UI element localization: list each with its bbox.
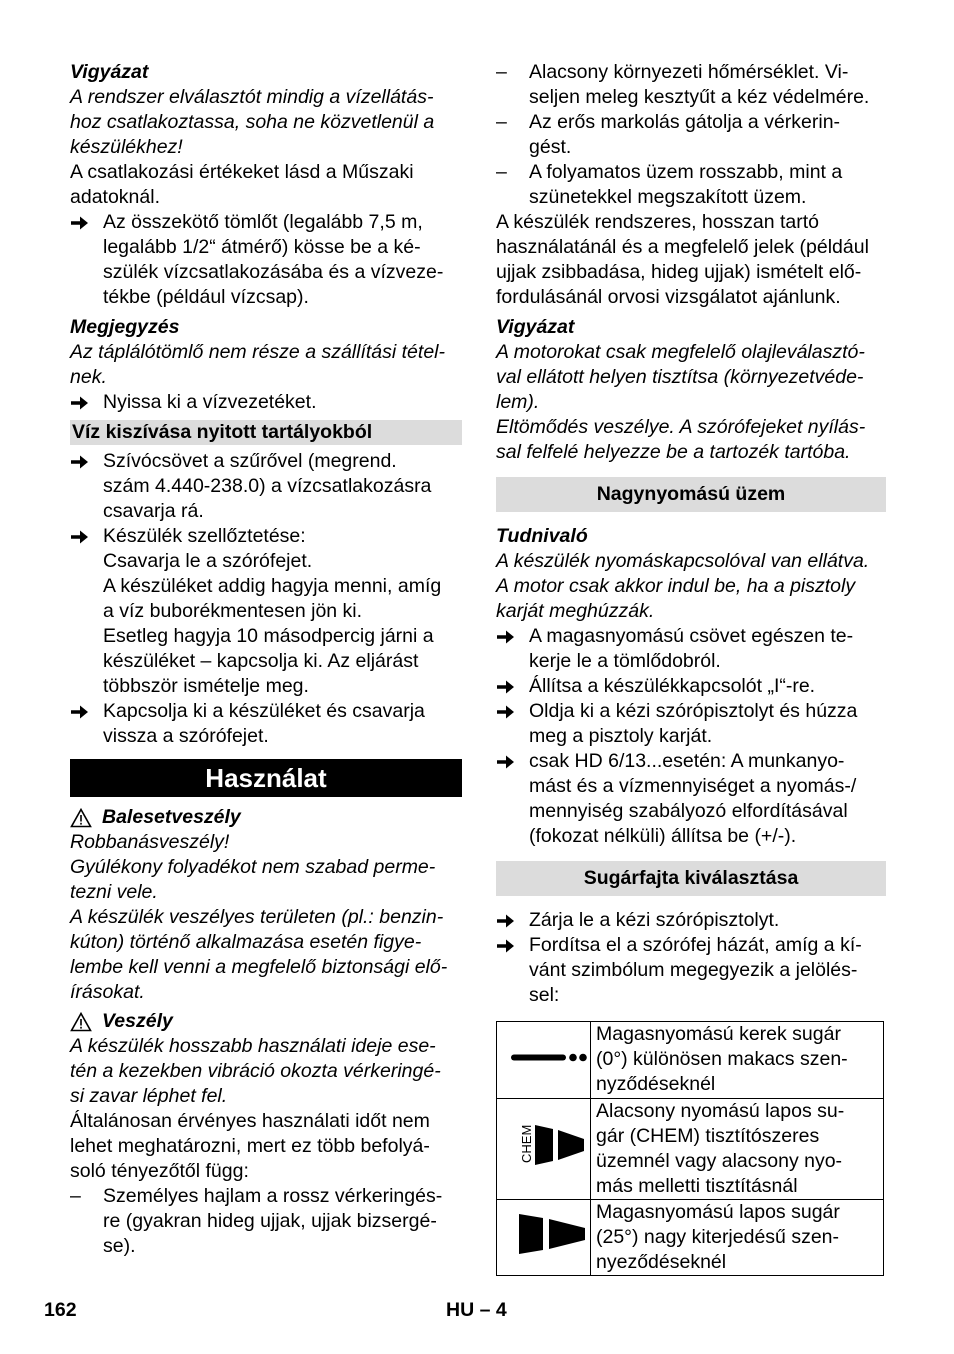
step-release-gun: Oldja ki a kézi szórópisztolyt és húzza meg a pisztoly karját. [496, 699, 886, 749]
arrow-icon [70, 390, 103, 415]
arrow-icon [496, 624, 529, 674]
veszely-text: A készülék hosszabb használati ideje ese- tén a kezekben vibráció okozta vérkeringé- si zavar léphet fel. [70, 1035, 441, 1107]
arrow-icon [496, 933, 529, 1008]
factor-temperature: – Alacsony környezeti hőmérséklet. Vi- seljen meleg kesztyűt a kéz védelmére. [496, 61, 870, 108]
vigyazat2-heading: Vigyázat [496, 316, 575, 338]
vigyazat-heading: Vigyázat [70, 61, 149, 83]
flat-jet-icon [497, 1200, 591, 1276]
arrow-icon [496, 699, 529, 749]
megjegyzes-heading: Megjegyzés [70, 316, 180, 338]
section-nagynyomasu: Nagynyomású üzem [496, 477, 886, 512]
section-sugarfajta: Sugárfajta kiválasztása [496, 861, 886, 896]
connection-text: A csatlakozási értékeket lásd a Műszaki adatoknál. [70, 161, 414, 208]
factor-continuous: – A folyamatos üzem rosszabb, mint a szünetekkel megszakított üzem. [496, 161, 843, 208]
arrow-icon [70, 699, 103, 749]
page-number: 162 [44, 1299, 77, 1321]
step-suction-hose: Szívócsövet a szűrővel (megrend. szám 4.440-238.0) a vízcsatlakozásra csavarja rá. [70, 449, 462, 524]
step-connect-hose: Az összekötő tömlőt (legalább 7,5 m, legalább 1/2“ átmérő) kösse be a ké- szülék vízcsatlakozásába és a vízveze- tékbe (például vízcsap). [70, 210, 462, 310]
step-lock-gun: Zárja le a kézi szórópisztolyt. [496, 908, 886, 933]
factor-grip: – Az erős markolás gátolja a vérkerin- gést. [496, 111, 841, 158]
round-jet-icon [497, 1022, 591, 1099]
general-usage-text: Általánosan érvényes használati időt nem lehet meghatározni, mert ez több befolyá- soló tényezőtől függ: [70, 1110, 430, 1182]
arrow-icon [70, 524, 103, 699]
vigyazat2-text: A motorokat csak megfelelő olajleválasztó- val ellátott helyen tisztítsa (környezetvéde- lem). Eltömődés veszélye. A szórófejeket nyílás- sal felfelé helyezze be a tartozék tartóba. [496, 341, 866, 463]
step-unwind-hose: A magasnyomású csövet egészen te- kerje le a tömlődobról. [496, 624, 886, 674]
step-open-water: Nyissa ki a vízvezetéket. [70, 390, 462, 415]
arrow-icon [70, 210, 103, 310]
balesetveszely-heading: Balesetveszély [70, 805, 462, 830]
step-rotate-nozzle: Fordítsa el a szórófej házát, amíg a kí- vánt szimbólum megegyezik a jelölés- sel: [496, 933, 886, 1008]
table-row [497, 1099, 884, 1200]
jet-type-table [496, 1021, 884, 1276]
vigyazat-text: A rendszer elválasztót mindig a vízellátás- hoz csatlakoztassa, soha ne közvetlenül a készülékhez! [70, 86, 435, 158]
step-switch-off: Kapcsolja ki a készüléket és csavarja vissza a szórófejet. [70, 699, 462, 749]
arrow-icon [70, 449, 103, 524]
warning-triangle-icon [70, 1012, 92, 1032]
tudnivalo-heading: Tudnivaló [496, 525, 588, 547]
subsection-heading: Víz kiszívása nyitott tartályokból [70, 420, 462, 445]
veszely-heading: Veszély [70, 1009, 462, 1034]
tudnivalo-text: A készülék nyomáskapcsolóval van ellátva. A motor csak akkor indul be, ha a pisztoly karját meghúzzák. [496, 550, 870, 622]
balesetveszely-text: Robbanásveszély! Gyúlékony folyadékot nem szabad perme- tezni vele. A készülék veszélyes területen (pl.: benzin- kúton) történő alkalmazása esetén figye- lembe kell venni a megfelelő biztonsági elő- írásokat. [70, 831, 448, 1003]
step-switch-on: Állítsa a készülékkapcsolót „I“-re. [496, 674, 886, 699]
step-pressure-adjust: csak HD 6/13...esetén: A munkanyo- mást és a vízmennyiséget a nyomás-/ mennyiség szabályozó elfordításával (fokozat nélküli) állítsa be (+/-). [496, 749, 886, 849]
medical-text: A készülék rendszeres, hosszan tartó használatánál és a megfelelő jelek (például ujjak zsibbadása, hideg ujjak) ismételt elő- fordulásánál orvosi vizsgálatot ajánlunk. [496, 211, 869, 308]
arrow-icon [496, 674, 529, 699]
warning-triangle-icon [70, 808, 92, 828]
table-row [497, 1022, 884, 1099]
table-row [497, 1200, 884, 1276]
jet-description: Magasnyomású lapos sugár (25°) nagy kiterjedésű szen- nyeződéseknél [591, 1200, 884, 1276]
right-column [496, 60, 886, 1276]
section-hasznalat: Használat [70, 759, 462, 797]
chem-flat-jet-icon [497, 1099, 591, 1200]
arrow-icon [496, 749, 529, 849]
jet-description: Magasnyomású kerek sugár (0°) különösen makacs szen- nyződéseknél [591, 1022, 884, 1099]
step-vent-device: Készülék szellőztetése: Csavarja le a szórófejet. A készüléket addig hagyja menni, amíg a víz buborékmentesen jön ki. Esetleg hagyja 10 másodpercig járni a készüléket – kapcsolja ki. Az eljárást többször ismételje meg. [70, 524, 462, 699]
language-code: HU – 4 [446, 1299, 507, 1321]
jet-description: Alacsony nyomású lapos su- gár (CHEM) tisztítószeres üzemnél vagy alacsony nyo- más melletti tisztításnál [591, 1099, 884, 1200]
arrow-icon [496, 908, 529, 933]
left-column [70, 60, 462, 1259]
megjegyzes-text: Az táplálótömlő nem része a szállítási tétel- nek. [70, 341, 445, 388]
svg-text:CHEM: CHEM [518, 1124, 534, 1163]
factor-personal: – Személyes hajlam a rossz vérkeringés- re (gyakran hideg ujjak, ujjak bizsergé- se). [70, 1185, 443, 1257]
